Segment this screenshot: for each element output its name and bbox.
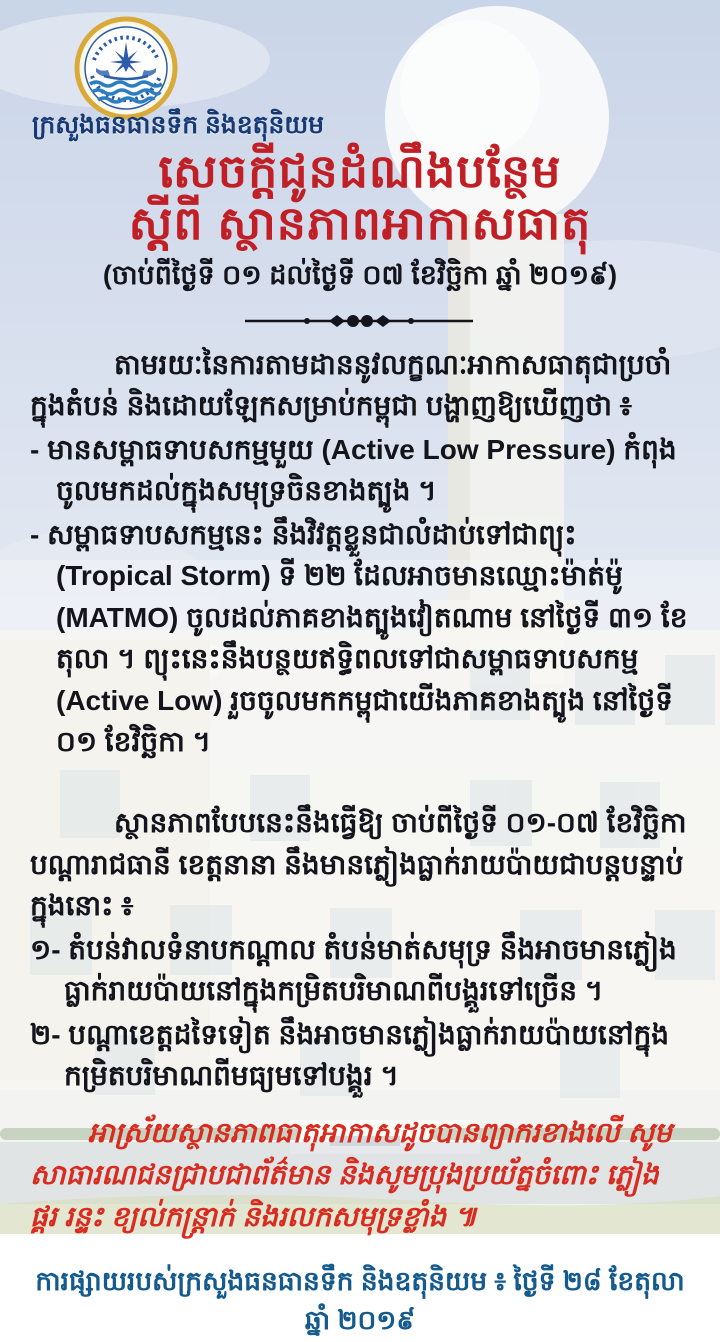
bullet-item-2: - សម្ពាធទាបសកម្មនេះ នឹងវិវត្តខ្លួនជាលំដាប់ទៅជាព្យុះ (Tropical Storm) ទី ២២ ដែលអាចមានឈ្មោះម៉ាត់ម៉ូ (MATMO) ចូលដល់ភាគខាងត្បូងវៀតណាម នៅថ្ងៃទី ៣១ ខែតុលា ។ ព្យុះនេះនឹងបន្ថយឥទ្ធិពលទៅជាសម្ពាធទាបសកម្ម (Active Low) រួចចូលមកកម្ពុជាយើងភាគខាងត្បូង នៅថ្ងៃទី ០១ ខែវិច្ឆិកា ។ [30,518,688,757]
date-range-subtitle: (ចាប់ពីថ្ងៃទី ០១ ដល់ថ្ងៃទី ០៧ ខែវិច្ឆិកា ឆ្នាំ ២០១៩) [102,260,618,291]
intro-paragraph: តាមរយៈនៃការតាមដាននូវលក្ខណៈអាកាសធាតុជាប្រចាំក្នុងតំបន់ និងដោយឡែកសម្រាប់កម្ពុជា បង្ហាញឱ្យឃើញថា ៖ [30,349,672,422]
ministry-seal-icon [74,16,178,125]
forecast-paragraph: ស្ថានភាពបែបនេះនឹងធ្វើឱ្យ ចាប់ពីថ្ងៃទី ០១-០៧ ខែវិច្ឆិកា បណ្ដារាជធានី ខេត្តនានា នឹងមានភ្លៀងធ្លាក់រាយប៉ាយជាបន្តបន្ទាប់ ក្នុងនោះ ៖ [30,807,687,922]
header [30,10,690,138]
numbered-item-2: ២- បណ្ដាខេត្តដទៃទៀត នឹងអាចមានភ្លៀងធ្លាក់រាយប៉ាយនៅក្នុងកម្រិតបរិមាណពីមធ្យមទៅបង្គួរ ។ [30,1018,670,1092]
ministry-name: ក្រសួងធនធានទឹក និងឧតុនិយម [31,111,325,139]
numbered-item-1: ១- តំបន់វាលទំនាបកណ្ដាល តំបន់មាត់សមុទ្រ នឹងអាចមានភ្លៀងធ្លាក់រាយប៉ាយនៅក្នុងកម្រិតបរិមាណពីបង្គួរទៅច្រើន ។ [30,933,677,1007]
body-text [30,344,690,1096]
divider-ornament [245,312,475,330]
bullet-item-1: - មានសម្ពាធទាបសកម្មមួយ (Active Low Pressure) កំពុងចូលមកដល់ក្នុងសមុទ្រចិនខាងត្បូង ។ [30,433,677,507]
spacer [30,762,690,788]
public-advisory-text: អាស្រ័យស្ថានភាពធាតុអាកាសដូចបានព្យាករខាងលើ សូមសាធារណជនជ្រាបជាព័ត៌មាន និងសូមប្រុងប្រយ័ត្នចំពោះ ភ្លៀង ផ្គរ រន្ទះ ខ្យល់កន្ត្រាក់ និងរលកសមុទ្រខ្លាំង ៕ [30,1117,672,1233]
page-title [30,146,690,249]
title-line-1: សេចក្តីជូនដំណឹងបន្ថែម [158,145,562,197]
title-line-2: ស្តីពី ស្ថានភាពអាកាសធាតុ [128,196,592,249]
publication-footer: ការផ្សាយរបស់ក្រសួងធនធានទឹក និងឧតុនិយម ៖ ថ្ងៃទី ២៨ ខែតុលា ឆ្នាំ ២០១៩ [35,1266,685,1336]
